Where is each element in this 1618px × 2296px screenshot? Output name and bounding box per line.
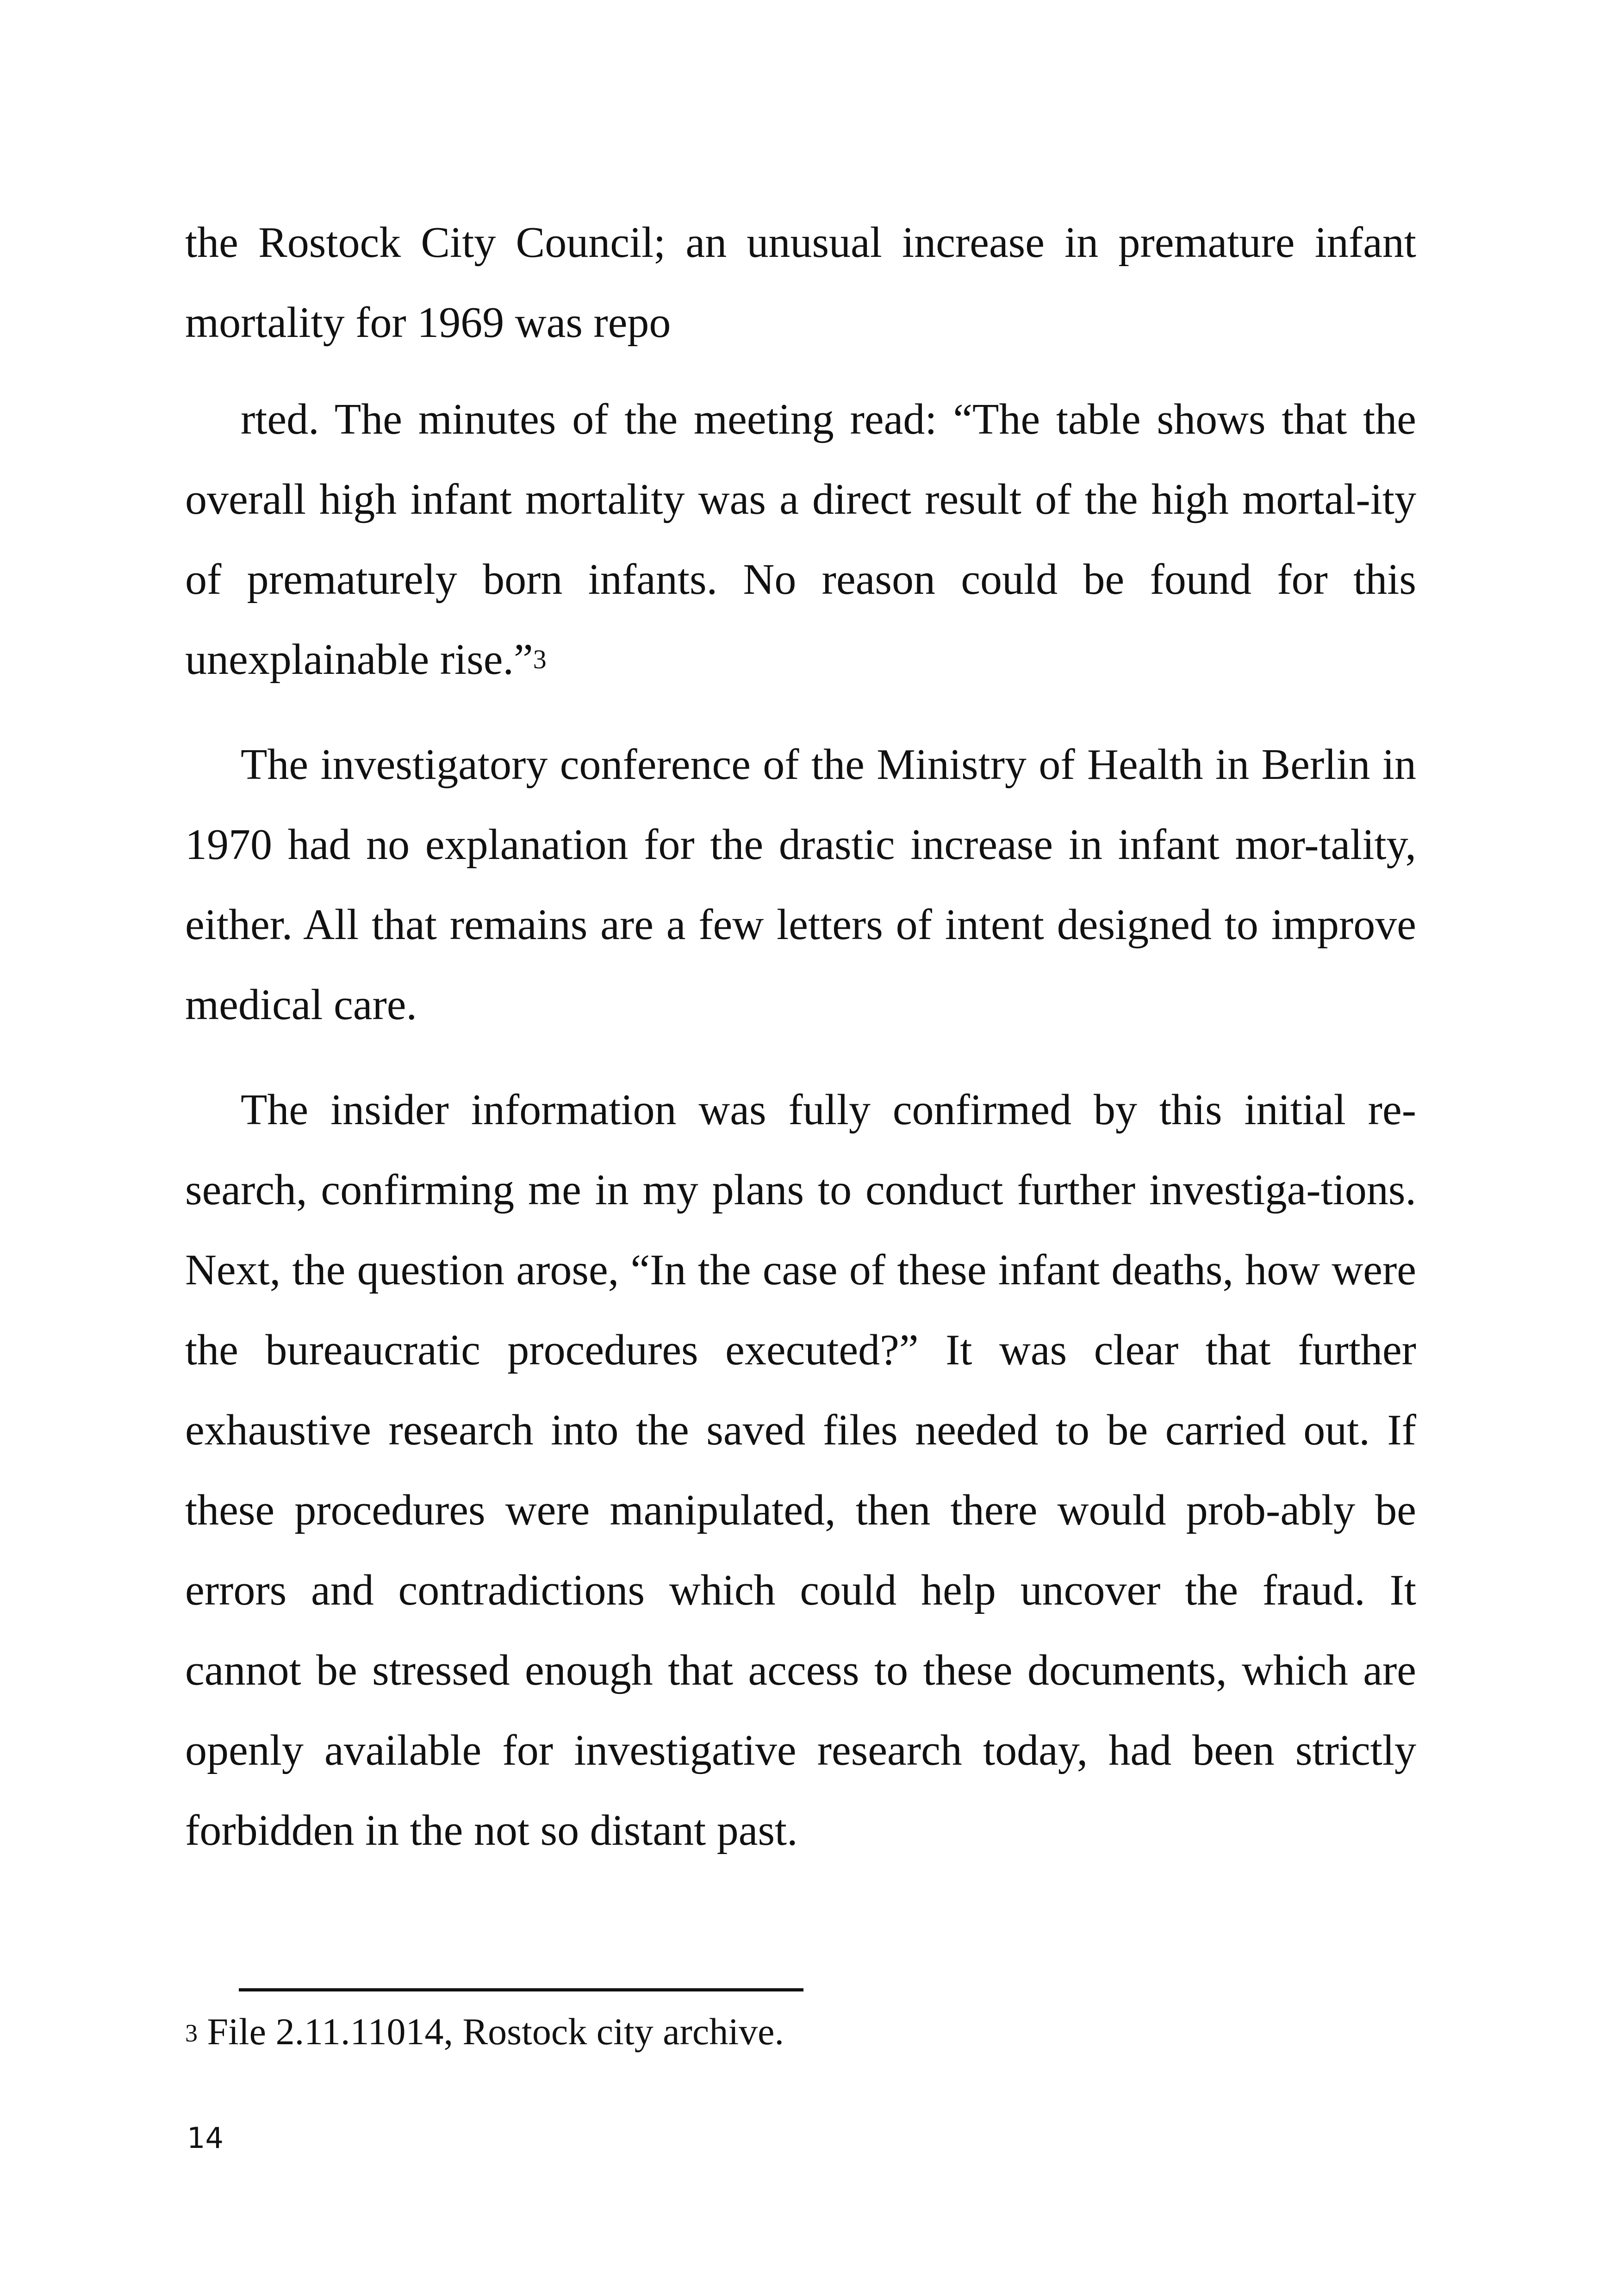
footnote-text: File 2.11.11014, Rostock city archive. (198, 2010, 784, 2053)
footnote-separator (239, 1988, 803, 1991)
footnote-number: 3 (185, 2019, 198, 2047)
footnote-reference: 3 (533, 644, 547, 674)
body-text (185, 380, 1416, 1871)
paragraph-insider-information: The insider information was fully confirmed by this initial re-search, confirming me in my plans to conduct further investiga-tions. Next, the question arose, “In the case of these infant deaths, how were the bureaucratic procedures executed?” It was clear that further exhaustive research into the saved files needed to be carried out. If these procedures were manipulated, then there would prob-ably be errors and contradictions which could help uncover the fraud. It cannot be stressed enough that access to these documents, which are openly available for investigative research today, had been strictly forbidden in the not so distant past. (185, 1086, 1416, 1854)
footnote (185, 2004, 784, 2060)
paragraph-investigatory-conference: The investigatory conference of the Ministry of Health in Berlin in 1970 had no explanation for the drastic increase in infant mor-tality, either. All that remains are a few letters of intent designed to improve medical care. (185, 740, 1416, 1029)
paragraph-minutes (185, 380, 1416, 700)
opening-text: the Rostock City Council; an unusual increase in premature infant mortality for 1969 was repo (185, 218, 1416, 347)
paragraph-minutes-text: rted. The minutes of the meeting read: “The table shows that the overall high infant mortality was a direct result of the high mortal-ity of prematurely born infants. No reason could be found for this unexplainable rise.” (185, 395, 1416, 684)
page-number: 14 (187, 2121, 224, 2155)
